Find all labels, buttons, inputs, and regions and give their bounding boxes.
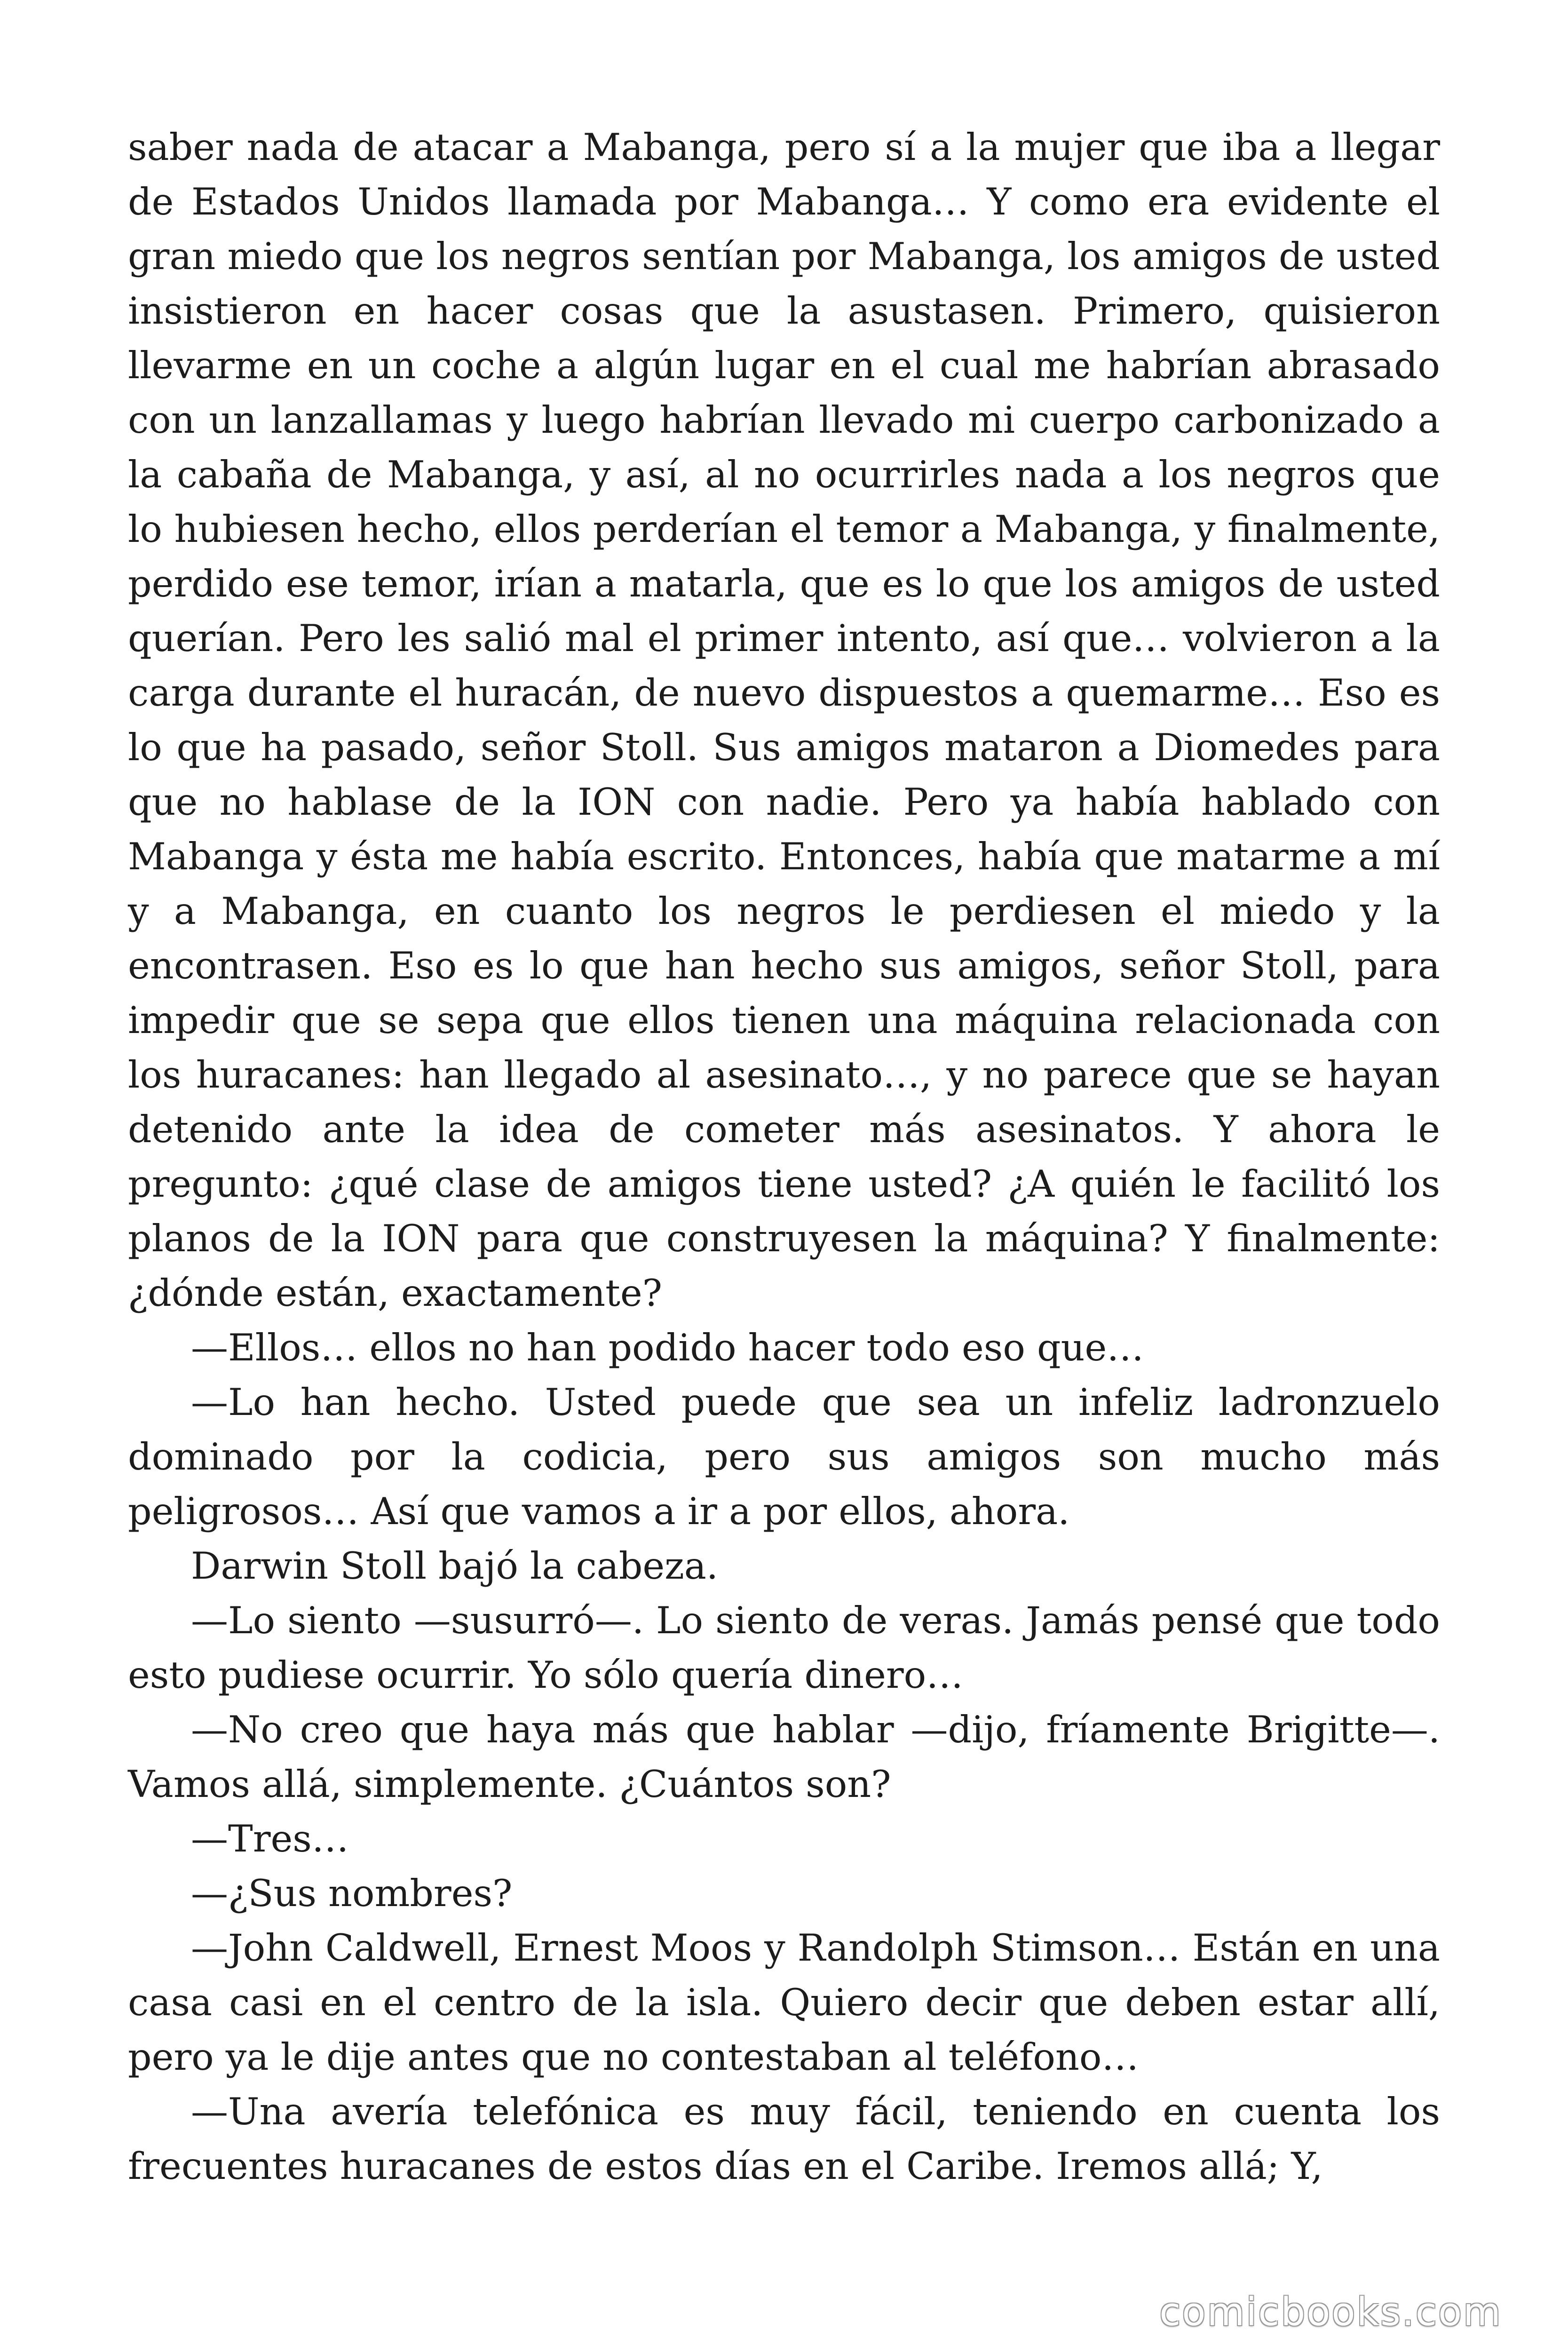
paragraph-2: —Ellos… ellos no han podido hacer todo eso que… [191,1326,1144,1369]
paragraph-7: —Tres… [191,1817,349,1860]
paragraph-5: —Lo siento —susurró—. Lo siento de veras. Jamás pensé que todo esto pudiese ocurrir. Yo sólo quería dinero… [128,1599,1440,1697]
paragraph-10: —Una avería telefónica es muy fácil, teniendo en cuenta los frecuentes huracanes de estos días en el Caribe. Iremos allá; Y, [128,2090,1440,2188]
page-text [128,120,1440,2193]
site-watermark: comicbooks.com [1159,2290,1502,2335]
paragraph-3: —Lo han hecho. Usted puede que sea un infeliz ladronzuelo dominado por la codicia, pero sus amigos son mucho más peligrosos… Así que vamos a ir a por ellos, ahora. [128,1381,1440,1533]
paragraph-8: —¿Sus nombres? [191,1872,513,1915]
paragraph-4: Darwin Stoll bajó la cabeza. [191,1544,718,1588]
paragraph-1: saber nada de atacar a Mabanga, pero sí a la mujer que iba a llegar de Estados Unidos llamada por Mabanga… Y como era evidente el gran miedo que los negros sentían por Mabanga, los amigos de usted insistieron en hacer cosas que la asustasen. Primero, quisieron llevarme en un coche a algún lugar en el cual me habrían abrasado con un lanzallamas y luego habrían llevado mi cuerpo carbonizado a la cabaña de Mabanga, y así, al no ocurrirles nada a los negros que lo hubiesen hecho, ellos perderían el temor a Mabanga, y finalmente, perdido ese temor, irían a matarla, que es lo que los amigos de usted querían. Pero les salió mal el primer intento, así que… volvieron a la carga durante el huracán, de nuevo dispuestos a quemarme… Eso es lo que ha pasado, señor Stoll. Sus amigos mataron a Diomedes para que no hablase de la ION con nadie. Pero ya había hablado con Mabanga y ésta me había escrito. Entonces, había que matarme a mí y a Mabanga, en cuanto los negros le perdiesen el miedo y la encontrasen. Eso es lo que han hecho sus amigos, señor Stoll, para impedir que se sepa que ellos tienen una máquina relacionada con los huracanes: han llegado al asesinato…, y no parece que se hayan detenido ante la idea de cometer más asesinatos. Y ahora le pregunto: ¿qué clase de amigos tiene usted? ¿A quién le facilitó los planos de la ION para que construyesen la máquina? Y finalmente: ¿dónde están, exactamente? [128,126,1440,1315]
paragraph-6: —No creo que haya más que hablar —dijo, fríamente Brigitte—. Vamos allá, simplemente. ¿Cuántos son? [128,1708,1440,1806]
paragraph-9: —John Caldwell, Ernest Moos y Randolph Stimson… Están en una casa casi en el centro de la isla. Quiero decir que deben estar allí, pero ya le dije antes que no contestaban al teléfono… [128,1926,1440,2079]
